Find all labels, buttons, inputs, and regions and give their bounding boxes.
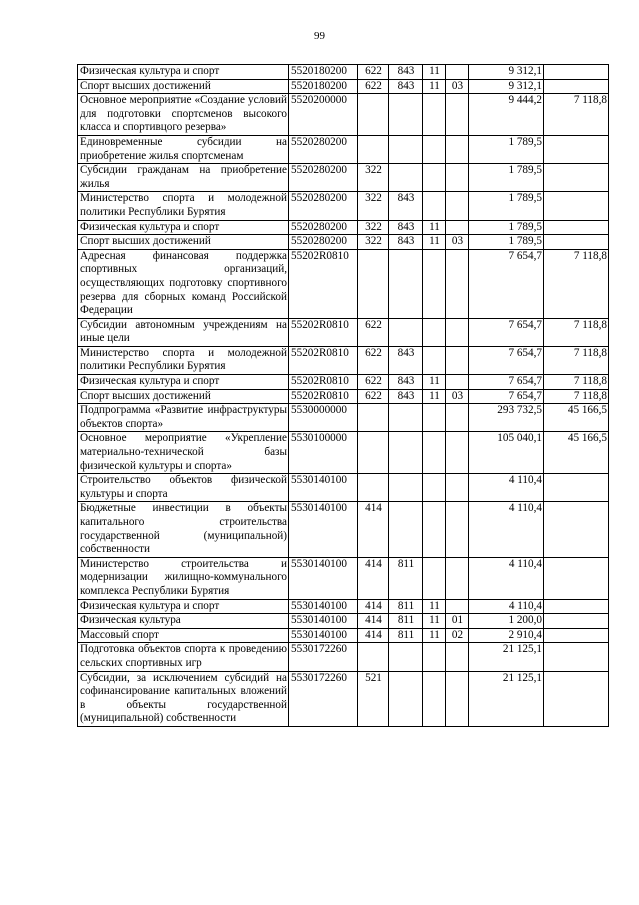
row-sum2-cell: 7 118,8 [544,346,609,374]
row-sum2-cell [544,557,609,599]
row-rz-cell [423,404,446,432]
row-sum2-cell: 7 118,8 [544,375,609,390]
row-vr-cell [358,135,389,163]
row-code-cell: 5530140100 [289,557,358,599]
row-vr-cell: 622 [358,389,389,404]
row-pr-cell [446,375,469,390]
row-vr-cell: 414 [358,628,389,643]
row-name-cell: Физическая культура и спорт [78,375,289,390]
row-grbs-cell [389,671,423,726]
row-sum1-cell: 1 789,5 [469,192,544,220]
row-grbs-cell: 843 [389,346,423,374]
row-name-cell: Физическая культура и спорт [78,65,289,80]
row-name-cell: Основное мероприятие «Укрепление материально-технической базы физической культуры и спорта» [78,432,289,474]
row-pr-cell [446,318,469,346]
row-sum1-cell: 7 654,7 [469,249,544,318]
row-name-cell: Субсидии автономным учреждениям на иные цели [78,318,289,346]
row-vr-cell [358,643,389,671]
table-row [78,557,609,599]
table-row [78,346,609,374]
table-row [78,375,609,390]
row-code-cell: 5520280200 [289,164,358,192]
row-name-cell: Адресная финансовая поддержка спортивных организаций, осуществляющих подготовку спортивного резерва для сборных команд Российской Федерации [78,249,289,318]
row-rz-cell [423,135,446,163]
row-rz-cell [423,346,446,374]
row-pr-cell [446,432,469,474]
row-pr-cell [446,502,469,557]
row-rz-cell: 11 [423,65,446,80]
row-grbs-cell [389,474,423,502]
row-rz-cell [423,164,446,192]
table-row [78,389,609,404]
row-rz-cell: 11 [423,628,446,643]
row-rz-cell: 11 [423,599,446,614]
row-sum2-cell [544,220,609,235]
row-sum1-cell: 7 654,7 [469,346,544,374]
row-code-cell: 5520280200 [289,135,358,163]
row-sum1-cell: 1 200,0 [469,614,544,629]
row-sum1-cell: 21 125,1 [469,643,544,671]
table-row [78,94,609,136]
row-vr-cell: 414 [358,502,389,557]
row-vr-cell [358,249,389,318]
row-vr-cell: 322 [358,235,389,250]
table-row [78,249,609,318]
row-pr-cell: 03 [446,235,469,250]
row-vr-cell: 322 [358,220,389,235]
budget-table [77,64,609,727]
row-sum2-cell [544,79,609,94]
row-vr-cell: 622 [358,346,389,374]
row-pr-cell [446,192,469,220]
row-rz-cell: 11 [423,220,446,235]
row-sum2-cell [544,671,609,726]
budget-table-body [78,65,609,727]
row-code-cell: 5530140100 [289,614,358,629]
row-sum2-cell [544,628,609,643]
table-row [78,318,609,346]
row-pr-cell [446,474,469,502]
row-grbs-cell: 811 [389,557,423,599]
row-sum1-cell: 1 789,5 [469,135,544,163]
table-row [78,614,609,629]
row-sum2-cell [544,502,609,557]
page-number: 99 [314,30,325,42]
table-row [78,643,609,671]
row-name-cell: Строительство объектов физической культуры и спорта [78,474,289,502]
row-code-cell: 55202R0810 [289,389,358,404]
row-grbs-cell [389,502,423,557]
row-rz-cell [423,474,446,502]
row-vr-cell [358,432,389,474]
row-code-cell: 5520280200 [289,192,358,220]
row-code-cell: 5530172260 [289,643,358,671]
row-vr-cell: 622 [358,318,389,346]
row-code-cell: 5530140100 [289,502,358,557]
row-pr-cell: 03 [446,79,469,94]
row-vr-cell [358,404,389,432]
row-sum1-cell: 9 312,1 [469,79,544,94]
row-code-cell: 5530172260 [289,671,358,726]
row-sum2-cell [544,192,609,220]
row-pr-cell [446,643,469,671]
row-grbs-cell: 843 [389,235,423,250]
row-grbs-cell [389,94,423,136]
row-grbs-cell: 843 [389,389,423,404]
table-row [78,220,609,235]
row-sum2-cell [544,614,609,629]
row-sum1-cell: 1 789,5 [469,235,544,250]
row-code-cell: 55202R0810 [289,318,358,346]
row-rz-cell: 11 [423,79,446,94]
row-rz-cell [423,192,446,220]
row-pr-cell [446,220,469,235]
row-sum1-cell: 105 040,1 [469,432,544,474]
row-sum2-cell: 45 166,5 [544,404,609,432]
row-grbs-cell: 811 [389,614,423,629]
row-vr-cell: 622 [358,65,389,80]
row-sum2-cell [544,65,609,80]
row-sum1-cell: 4 110,4 [469,502,544,557]
row-name-cell: Министерство спорта и молодежной политики Республики Бурятия [78,192,289,220]
row-vr-cell: 322 [358,192,389,220]
row-name-cell: Спорт высших достижений [78,235,289,250]
table-row [78,65,609,80]
row-sum1-cell: 4 110,4 [469,599,544,614]
row-name-cell: Основное мероприятие «Создание условий для подготовки спортсменов высокого класса и спортивцого резерва» [78,94,289,136]
row-sum1-cell: 2 910,4 [469,628,544,643]
row-sum2-cell: 45 166,5 [544,432,609,474]
row-rz-cell [423,249,446,318]
row-name-cell: Спорт высших достижений [78,79,289,94]
row-vr-cell: 322 [358,164,389,192]
row-grbs-cell [389,643,423,671]
table-row [78,671,609,726]
row-rz-cell [423,557,446,599]
row-grbs-cell [389,164,423,192]
row-pr-cell [446,404,469,432]
row-vr-cell [358,94,389,136]
row-sum2-cell [544,643,609,671]
row-pr-cell: 03 [446,389,469,404]
row-pr-cell [446,249,469,318]
row-vr-cell: 414 [358,614,389,629]
row-sum1-cell: 1 789,5 [469,164,544,192]
row-code-cell: 5530140100 [289,599,358,614]
table-row [78,164,609,192]
row-name-cell: Бюджетные инвестиции в объекты капитального строительства государственной (муниципальной) собственности [78,502,289,557]
row-grbs-cell: 843 [389,65,423,80]
row-code-cell: 5530100000 [289,432,358,474]
table-row [78,474,609,502]
row-rz-cell [423,502,446,557]
row-sum1-cell: 4 110,4 [469,557,544,599]
row-sum2-cell [544,235,609,250]
row-grbs-cell: 843 [389,192,423,220]
row-vr-cell: 622 [358,375,389,390]
row-rz-cell [423,671,446,726]
row-sum2-cell: 7 118,8 [544,318,609,346]
row-code-cell: 55202R0810 [289,249,358,318]
row-name-cell: Массовый спорт [78,628,289,643]
row-code-cell: 55202R0810 [289,346,358,374]
row-sum2-cell: 7 118,8 [544,249,609,318]
table-row [78,192,609,220]
row-name-cell: Министерство строительства и модернизации жилищно-коммунального комплекса Республики Бурятия [78,557,289,599]
row-sum1-cell: 9 312,1 [469,65,544,80]
row-pr-cell [446,599,469,614]
row-name-cell: Спорт высших достижений [78,389,289,404]
row-grbs-cell: 843 [389,375,423,390]
row-rz-cell [423,643,446,671]
row-sum2-cell: 7 118,8 [544,389,609,404]
row-grbs-cell [389,432,423,474]
table-row [78,432,609,474]
table-row [78,135,609,163]
row-rz-cell: 11 [423,235,446,250]
row-sum1-cell: 293 732,5 [469,404,544,432]
row-code-cell: 5520280200 [289,235,358,250]
row-vr-cell: 414 [358,599,389,614]
row-sum2-cell: 7 118,8 [544,94,609,136]
row-name-cell: Подготовка объектов спорта к проведению сельских спортивных игр [78,643,289,671]
row-code-cell: 5530140100 [289,474,358,502]
row-pr-cell [446,164,469,192]
row-grbs-cell [389,135,423,163]
row-pr-cell [446,94,469,136]
row-pr-cell [446,346,469,374]
row-grbs-cell: 843 [389,79,423,94]
row-sum1-cell: 1 789,5 [469,220,544,235]
row-name-cell: Подпрограмма «Развитие инфраструктуры объектов спорта» [78,404,289,432]
row-pr-cell [446,65,469,80]
row-vr-cell: 521 [358,671,389,726]
row-vr-cell [358,474,389,502]
row-rz-cell: 11 [423,614,446,629]
row-vr-cell: 622 [358,79,389,94]
row-sum2-cell [544,474,609,502]
row-pr-cell: 02 [446,628,469,643]
row-grbs-cell [389,318,423,346]
row-sum1-cell: 7 654,7 [469,389,544,404]
row-sum1-cell: 4 110,4 [469,474,544,502]
row-name-cell: Физическая культура и спорт [78,599,289,614]
row-name-cell: Единовременные субсидии на приобретение жилья спортсменам [78,135,289,163]
row-pr-cell [446,135,469,163]
row-sum1-cell: 21 125,1 [469,671,544,726]
row-sum2-cell [544,599,609,614]
table-row [78,404,609,432]
row-code-cell: 5530000000 [289,404,358,432]
row-grbs-cell: 811 [389,628,423,643]
row-sum1-cell: 7 654,7 [469,375,544,390]
row-rz-cell [423,94,446,136]
row-rz-cell [423,318,446,346]
row-name-cell: Министерство спорта и молодежной политики Республики Бурятия [78,346,289,374]
row-pr-cell [446,557,469,599]
row-vr-cell: 414 [358,557,389,599]
row-code-cell: 5520180200 [289,65,358,80]
row-grbs-cell: 843 [389,220,423,235]
row-name-cell: Субсидии, за исключением субсидий на софинансирование капитальных вложений в объекты государственной (муниципальной) собственности [78,671,289,726]
table-row [78,502,609,557]
row-grbs-cell [389,404,423,432]
row-rz-cell [423,432,446,474]
row-code-cell: 55202R0810 [289,375,358,390]
row-grbs-cell: 811 [389,599,423,614]
row-code-cell: 5530140100 [289,628,358,643]
row-code-cell: 5520280200 [289,220,358,235]
row-sum1-cell: 9 444,2 [469,94,544,136]
row-sum2-cell [544,135,609,163]
table-row [78,235,609,250]
row-pr-cell [446,671,469,726]
row-code-cell: 5520200000 [289,94,358,136]
table-row [78,79,609,94]
row-rz-cell: 11 [423,389,446,404]
row-sum2-cell [544,164,609,192]
row-pr-cell: 01 [446,614,469,629]
row-name-cell: Физическая культура [78,614,289,629]
table-row [78,599,609,614]
row-sum1-cell: 7 654,7 [469,318,544,346]
row-code-cell: 5520180200 [289,79,358,94]
row-name-cell: Субсидии гражданам на приобретение жилья [78,164,289,192]
table-row [78,628,609,643]
row-name-cell: Физическая культура и спорт [78,220,289,235]
row-grbs-cell [389,249,423,318]
row-rz-cell: 11 [423,375,446,390]
